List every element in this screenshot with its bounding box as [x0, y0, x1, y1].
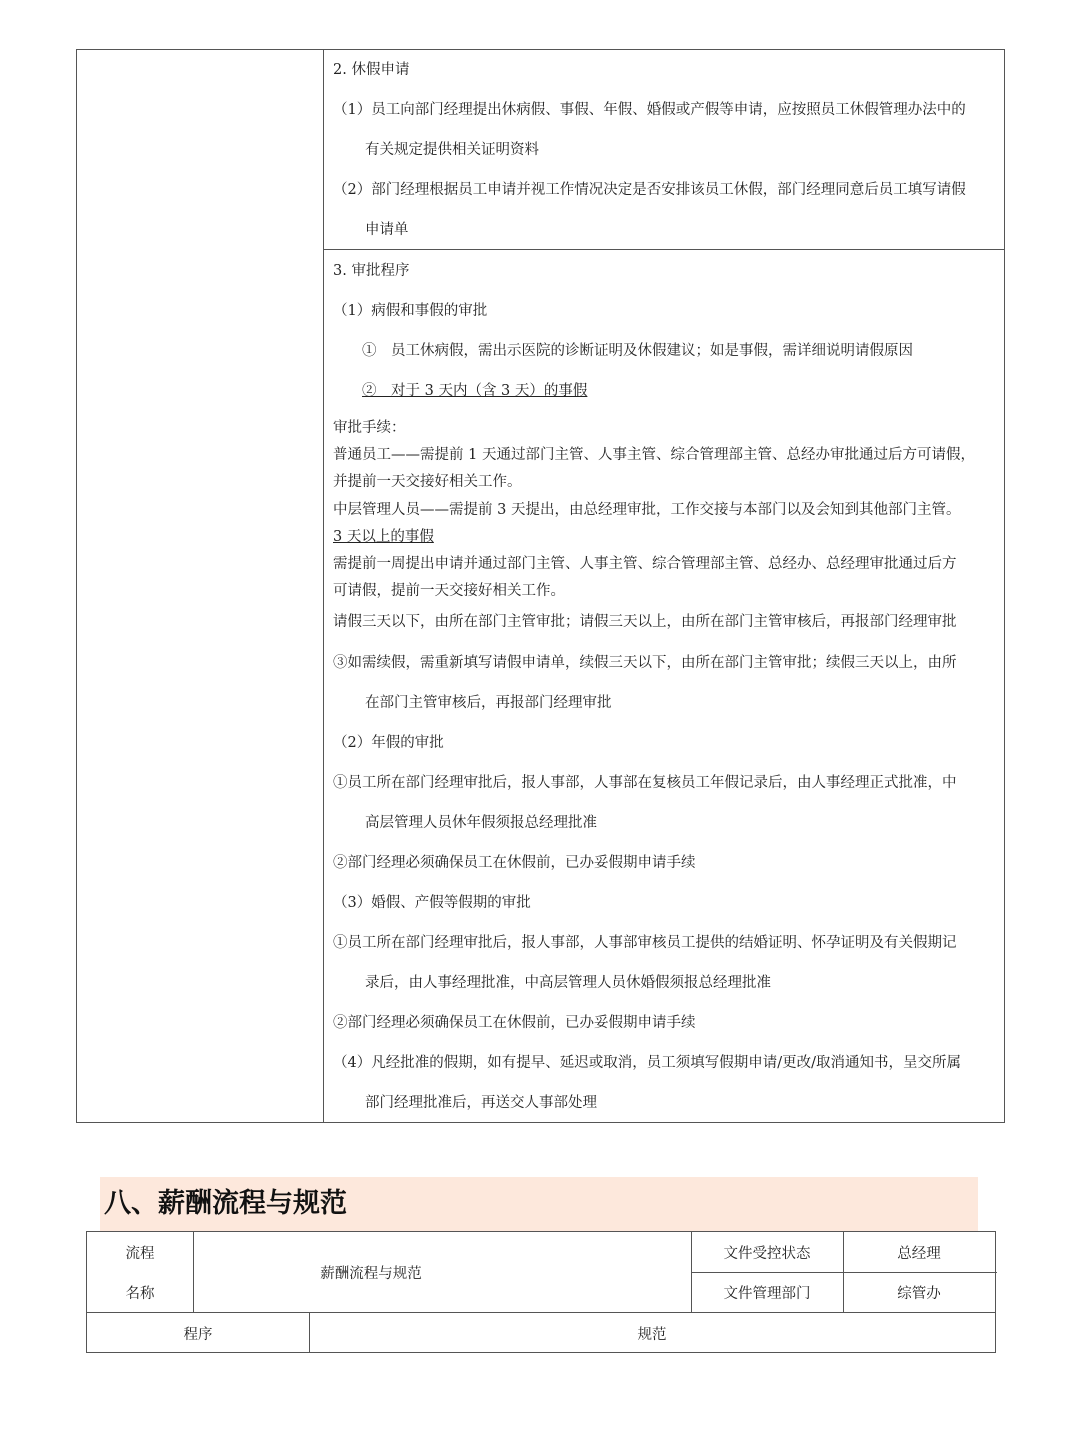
spec-header: 规范 — [637, 1326, 667, 1343]
salary-process-table — [86, 1231, 996, 1353]
procedure-label: 审批手续： — [333, 420, 406, 436]
annual-point1-line1: ①员工所在部门经理审批后，报人事部，人事部在复核员工年假记录后，由人事经理正式批准，中 — [333, 775, 957, 791]
annual-point2: ②部门经理必须确保员工在休假前，已办妥假期申请手续 — [333, 855, 696, 871]
procedure-column-empty — [77, 50, 324, 1122]
flow-label-bottom: 名称 — [125, 1285, 155, 1302]
marriage-point1-line2: 录后，由人事经理批准，中高层管理人员休婚假须报总经理批准 — [365, 975, 771, 991]
leave-item2-line2: 申请单 — [365, 222, 409, 238]
approval-procedure-cell — [324, 250, 1004, 1122]
over-three-days-line1: 需提前一周提出申请并通过部门主管、人事主管、综合管理部主管、总经办、总经理审批通过后方 — [333, 556, 957, 572]
over-three-days-line2: 可请假，提前一天交接好相关工作。 — [333, 583, 565, 599]
dept-label: 文件管理部门 — [723, 1285, 811, 1302]
leave-item1-line1: （1）员工向部门经理提出休病假、事假、年假、婚假或产假等申请，应按照员工休假管理办法中的 — [333, 102, 966, 118]
extend-leave-line1: ③如需续假，需重新填写请假申请单，续假三天以下，由所在部门主管审批；续假三天以上，由所 — [333, 655, 957, 671]
sick-personal-point2: ② 对于 3 天内（含 3 天）的事假 — [362, 383, 588, 399]
marriage-point1-line1: ①员工所在部门经理审批后，报人事部，人事部审核员工提供的结婚证明、怀孕证明及有关假期记 — [333, 935, 957, 951]
section-title: 八、薪酬流程与规范 — [104, 1188, 347, 1219]
regular-staff-line2: 并提前一天交接好相关工作。 — [333, 474, 522, 490]
change-leave-line1: （4）凡经批准的假期，如有提早、延迟或取消，员工须填写假期申请/更改/取消通知书，呈交所属 — [333, 1055, 961, 1071]
approval-heading: 3. 审批程序 — [333, 263, 410, 279]
leave-application-cell — [324, 50, 1004, 250]
flow-name-value: 薪酬流程与规范 — [320, 1265, 422, 1282]
flow-label-top: 流程 — [125, 1245, 155, 1262]
annual-point1-line2: 高层管理人员休年假须报总经理批准 — [365, 815, 597, 831]
marriage-point2: ②部门经理必须确保员工在休假前，已办妥假期申请手续 — [333, 1015, 696, 1031]
control-status-label: 文件受控状态 — [723, 1245, 811, 1262]
change-leave-line2: 部门经理批准后，再送交人事部处理 — [365, 1095, 597, 1111]
upper-table — [76, 49, 1005, 1123]
sick-personal-point1: ① 员工休病假，需出示医院的诊断证明及休假建议；如是事假，需详细说明请假原因 — [362, 343, 913, 359]
dept-value: 综管办 — [897, 1285, 941, 1302]
over-three-days-title: 3 天以上的事假 — [333, 529, 434, 545]
procedure-header: 程序 — [183, 1326, 213, 1343]
annual-leave-title: （2）年假的审批 — [333, 735, 444, 751]
sick-personal-title: （1）病假和事假的审批 — [333, 303, 488, 319]
middle-management-line: 中层管理人员——需提前 3 天提出，由总经理审批，工作交接与本部门以及会知到其他部门主管。 — [333, 502, 961, 518]
control-status-value: 总经理 — [897, 1245, 941, 1262]
leave-item1-line2: 有关规定提供相关证明资料 — [365, 142, 539, 158]
extend-leave-line2: 在部门主管审核后，再报部门经理审批 — [365, 695, 612, 711]
leave-application-heading: 2. 休假申请 — [333, 62, 410, 78]
leave-rule-line: 请假三天以下，由所在部门主管审批；请假三天以上，由所在部门主管审核后，再报部门经理审批 — [333, 614, 957, 630]
leave-item2-line1: （2）部门经理根据员工申请并视工作情况决定是否安排该员工休假，部门经理同意后员工填写请假 — [333, 182, 966, 198]
regular-staff-line1: 普通员工——需提前 1 天通过部门主管、人事主管、综合管理部主管、总经办审批通过后方可请假， — [333, 447, 975, 463]
marriage-leave-title: （3）婚假、产假等假期的审批 — [333, 895, 531, 911]
